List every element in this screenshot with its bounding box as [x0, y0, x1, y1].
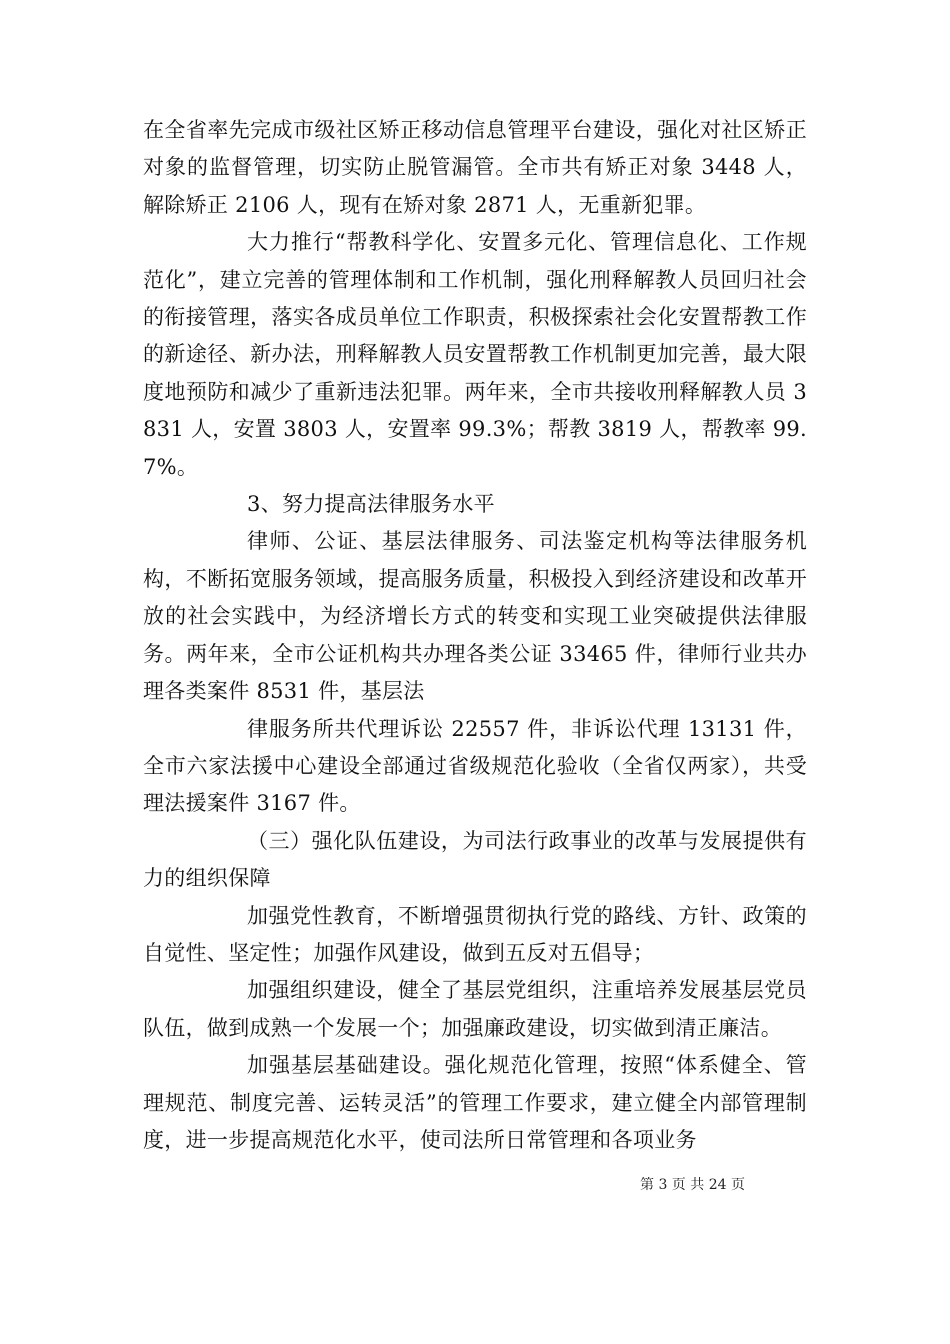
- paragraph-2: 大力推行“帮教科学化、安置多元化、管理信息化、工作规范化”，建立完善的管理体制和工作机制，强化刑释解教人员回归社会的衔接管理，落实各成员单位工作职责，积极探索社会化安置帮教工作的新途径、新办法，刑释解教人员安置帮教工作机制更加完善，最大限度地预防和减少了重新违法犯罪。两年来，全市共接收刑释解教人员 3831 人，安置 3803 人，安置率 99.3%；帮教 3819 人，帮教率 99.7%。: [143, 230, 807, 479]
- page-number-footer: 第 3 页 共 24 页: [640, 1177, 745, 1193]
- paragraph-7: 加强党性教育，不断增强贯彻执行党的路线、方针、政策的自觉性、坚定性；加强作风建设，做到五反对五倡导；: [143, 903, 807, 965]
- paragraph-9: 加强基层基础建设。强化规范化管理，按照“体系健全、管理规范、制度完善、运转灵活”的管理工作要求，建立健全内部管理制度，进一步提高规范化水平，使司法所日常管理和各项业务: [143, 1053, 807, 1152]
- paragraph-1: 在全省率先完成市级社区矫正移动信息管理平台建设，强化对社区矫正对象的监督管理，切实防止脱管漏管。全市共有矫正对象 3448 人，解除矫正 2106 人，现有在矫对象 2871 人，无重新犯罪。: [143, 118, 807, 217]
- section-heading-legal-services: 3、努力提高法律服务水平: [247, 492, 495, 517]
- section-heading-team-building: （三）强化队伍建设，为司法行政事业的改革与发展提供有力的组织保障: [143, 828, 807, 891]
- paragraph-4: 律师、公证、基层法律服务、司法鉴定机构等法律服务机构，不断拓宽服务领域，提高服务质量，积极投入到经济建设和改革开放的社会实践中，为经济增长方式的转变和实现工业突破提供法律服务。两年来，全市公证机构共办理各类公证 33465 件，律师行业共办理各类案件 8531 件，基层法: [143, 529, 807, 704]
- paragraph-5: 律服务所共代理诉讼 22557 件，非诉讼代理 13131 件，全市六家法援中心建设全部通过省级规范化验收（全省仅两家），共受理法援案件 3167 件。: [143, 716, 807, 816]
- document-body: [143, 112, 807, 1159]
- paragraph-8: 加强组织建设，健全了基层党组织，注重培养发展基层党员队伍，做到成熟一个发展一个；加强廉政建设，切实做到清正廉洁。: [143, 978, 807, 1040]
